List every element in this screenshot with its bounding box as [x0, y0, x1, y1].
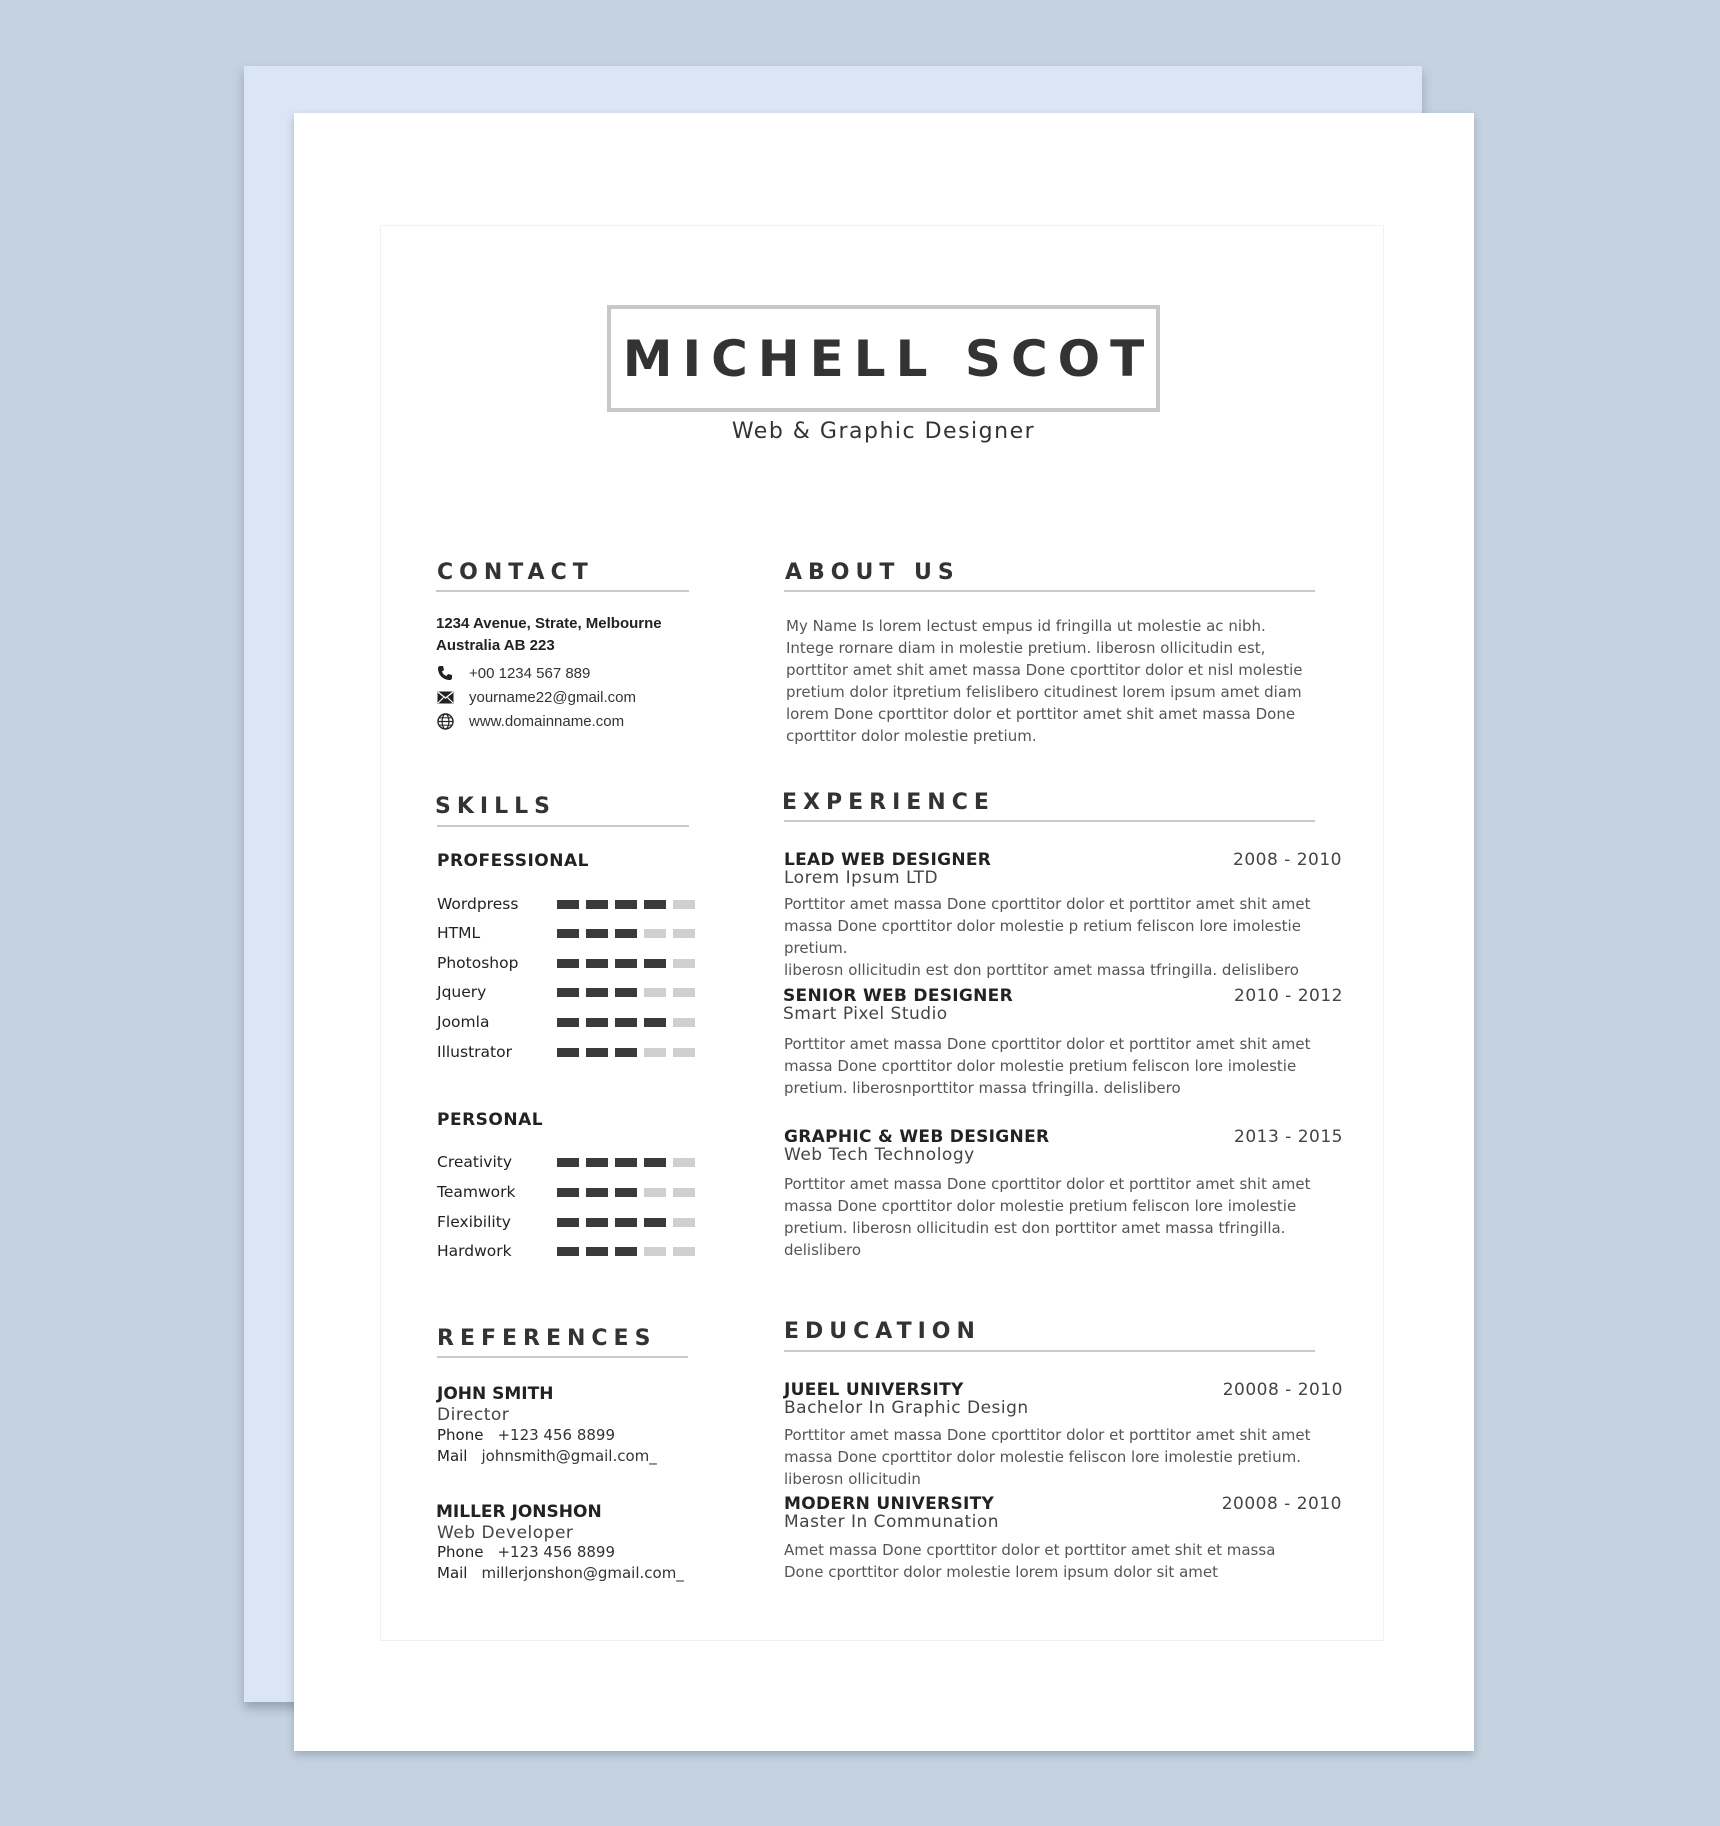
skill-bar-empty: [673, 1048, 695, 1057]
school-dates: 20008 - 2010: [1222, 1380, 1343, 1400]
skill-meter: [557, 900, 695, 909]
about-line: pretium dolor itpretium felislibero citudinest lorem ipsum amet diam: [786, 683, 1302, 701]
skills-title: SKILLS: [435, 794, 556, 819]
about-line: lorem Done cporttitor dolor et porttitor amet shit amet massa Done: [786, 705, 1296, 723]
skill-row: [437, 954, 697, 974]
personal-title: PERSONAL: [437, 1110, 544, 1130]
skill-row: [437, 1043, 697, 1063]
skill-bar-filled: [615, 900, 637, 909]
reference-mail-value[interactable]: johnsmith@gmail.com_: [481, 1447, 657, 1465]
skill-name: Flexibility: [437, 1213, 511, 1231]
skill-row: [437, 1242, 697, 1262]
reference-phone: [437, 1426, 615, 1444]
skill-bar-filled: [615, 1218, 637, 1227]
skill-bar-filled: [644, 900, 666, 909]
skill-bar-empty: [673, 1018, 695, 1027]
school-degree: Bachelor In Graphic Design: [784, 1398, 1029, 1418]
job-line: Porttitor amet massa Done cporttitor dolor et porttitor amet shit amet: [784, 895, 1311, 913]
school-line: Done cporttitor dolor molestie lorem ipsum dolor sit amet: [784, 1563, 1218, 1581]
skill-bar-filled: [615, 1018, 637, 1027]
address-line-1: 1234 Avenue, Strate, Melbourne: [436, 615, 662, 632]
skill-bar-filled: [557, 1018, 579, 1027]
school-description: [784, 1539, 1275, 1583]
skill-bar-empty: [644, 1188, 666, 1197]
contact-website[interactable]: www.domainname.com: [469, 712, 625, 730]
skill-bar-filled: [586, 1048, 608, 1057]
skill-bar-filled: [557, 929, 579, 938]
contact-email[interactable]: yourname22@gmail.com: [469, 688, 636, 706]
skill-name: Illustrator: [437, 1043, 512, 1061]
job-line: Porttitor amet massa Done cporttitor dolor et porttitor amet shit amet: [784, 1175, 1311, 1193]
job-description: [784, 893, 1311, 981]
job-line: liberosn ollicitudin est don porttitor amet massa tfringilla. delislibero: [784, 961, 1299, 979]
skill-meter: [557, 959, 695, 968]
skill-bar-empty: [673, 929, 695, 938]
job-line: Porttitor amet massa Done cporttitor dolor et porttitor amet shit amet: [784, 1035, 1311, 1053]
skill-bar-empty: [644, 1048, 666, 1057]
contact-phone: +00 1234 567 889: [469, 664, 591, 682]
school-line: Porttitor amet massa Done cporttitor dolor et porttitor amet shit amet: [784, 1426, 1311, 1444]
resume-page: [294, 113, 1474, 1751]
skill-meter: [557, 988, 695, 997]
name-box: [607, 305, 1160, 412]
skill-bar-filled: [586, 1018, 608, 1027]
skill-bar-empty: [673, 959, 695, 968]
skill-meter: [557, 1218, 695, 1227]
about-line: cporttitor dolor molestie pretium.: [786, 727, 1037, 745]
job-org: Lorem Ipsum LTD: [784, 868, 939, 888]
references-title: REFERENCES: [437, 1326, 657, 1351]
skill-bar-filled: [644, 959, 666, 968]
school-name: MODERN UNIVERSITY: [784, 1494, 995, 1514]
skill-bar-filled: [586, 1218, 608, 1227]
contact-phone-line: [436, 664, 590, 682]
contact-rule: [436, 590, 689, 592]
reference-mail: [437, 1447, 657, 1465]
skill-name: Creativity: [437, 1153, 513, 1171]
skill-bar-empty: [673, 900, 695, 909]
job-line: massa Done cporttitor dolor molestie pretium feliscon lore imolestie: [784, 1057, 1297, 1075]
skill-row: [437, 895, 697, 915]
skills-rule: [437, 825, 689, 827]
job-org: Smart Pixel Studio: [783, 1004, 948, 1024]
skill-bar-filled: [586, 1188, 608, 1197]
skill-row: [437, 1013, 697, 1033]
skill-name: Wordpress: [437, 895, 519, 913]
skill-meter: [557, 1048, 695, 1057]
reference-role: Web Developer: [437, 1523, 574, 1543]
skill-bar-empty: [673, 1218, 695, 1227]
globe-icon: [436, 712, 454, 730]
reference-role: Director: [437, 1405, 510, 1425]
skill-bar-empty: [644, 929, 666, 938]
reference-phone-value: +123 456 8899: [497, 1543, 616, 1561]
school-name: JUEEL UNIVERSITY: [784, 1380, 964, 1400]
address-line-2: Australia AB 223: [436, 637, 555, 654]
mail-icon: [436, 688, 454, 706]
education-rule: [784, 1350, 1315, 1352]
job-line: pretium.: [784, 939, 848, 957]
about-line: My Name Is lorem lectust empus id fringilla ut molestie ac nibh.: [786, 617, 1266, 635]
skill-row: [437, 983, 697, 1003]
school-line: Amet massa Done cporttitor dolor et porttitor amet shit et massa: [784, 1541, 1276, 1559]
job-dates: 2010 - 2012: [1234, 986, 1343, 1006]
skill-bar-filled: [557, 988, 579, 997]
contact-website-line: [436, 712, 624, 730]
skill-bar-filled: [557, 900, 579, 909]
job-dates: 2008 - 2010: [1233, 850, 1342, 870]
skill-meter: [557, 929, 695, 938]
skill-bar-filled: [615, 1048, 637, 1057]
skill-bar-filled: [557, 959, 579, 968]
skill-row: [437, 924, 697, 944]
reference-name: MILLER JONSHON: [436, 1502, 602, 1522]
job-title: GRAPHIC & WEB DESIGNER: [784, 1127, 1050, 1147]
skill-row: [437, 1213, 697, 1233]
reference-phone-value: +123 456 8899: [497, 1426, 616, 1444]
reference-name: JOHN SMITH: [437, 1384, 554, 1404]
school-line: liberosn ollicitudin: [784, 1470, 921, 1488]
school-degree: Master In Communation: [784, 1512, 1000, 1532]
skill-bar-empty: [673, 988, 695, 997]
skill-bar-filled: [615, 1188, 637, 1197]
skill-bar-filled: [615, 1247, 637, 1256]
skill-bar-empty: [673, 1158, 695, 1167]
skill-bar-filled: [615, 988, 637, 997]
skill-bar-filled: [644, 1218, 666, 1227]
school-description: [784, 1424, 1311, 1490]
skill-bar-filled: [586, 988, 608, 997]
about-title: ABOUT US: [785, 560, 960, 585]
skill-name: Jquery: [437, 983, 487, 1001]
skill-bar-filled: [644, 1018, 666, 1027]
skill-meter: [557, 1247, 695, 1256]
contact-title: CONTACT: [437, 560, 594, 585]
school-dates: 20008 - 2010: [1221, 1494, 1342, 1514]
about-line: Intege rornare diam in molestie pretium. liberosn ollicitudin est,: [786, 639, 1266, 657]
mail-label: Mail: [437, 1447, 468, 1465]
job-description: [784, 1173, 1311, 1261]
skill-bar-filled: [644, 1158, 666, 1167]
job-line: pretium. liberosn ollicitudin est don porttitor amet massa tfringilla.: [784, 1219, 1286, 1237]
skill-bar-filled: [586, 959, 608, 968]
contact-email-line: [436, 688, 636, 706]
skill-bar-filled: [557, 1218, 579, 1227]
mail-label: Mail: [437, 1564, 468, 1582]
experience-title: EXPERIENCE: [782, 790, 995, 815]
job-title: LEAD WEB DESIGNER: [784, 850, 992, 870]
job-org: Web Tech Technology: [784, 1145, 975, 1165]
school-line: massa Done cporttitor dolor molestie feliscon lore imolestie pretium.: [784, 1448, 1301, 1466]
about-text: [786, 615, 1303, 747]
job-line: massa Done cporttitor dolor molestie pretium feliscon lore imolestie: [784, 1197, 1297, 1215]
skill-meter: [557, 1158, 695, 1167]
reference-mail: [437, 1564, 684, 1582]
skill-name: Teamwork: [437, 1183, 516, 1201]
skill-bar-filled: [586, 1247, 608, 1256]
skill-bar-filled: [557, 1158, 579, 1167]
skill-row: [437, 1183, 697, 1203]
phone-label: Phone: [437, 1426, 484, 1444]
skill-bar-empty: [673, 1247, 695, 1256]
skill-bar-empty: [673, 1188, 695, 1197]
contact-address: [436, 613, 662, 657]
job-line: delislibero: [784, 1241, 861, 1259]
job-dates: 2013 - 2015: [1234, 1127, 1343, 1147]
experience-rule: [784, 820, 1315, 822]
reference-mail-value[interactable]: millerjonshon@gmail.com_: [481, 1564, 684, 1582]
job-line: pretium. liberosnporttitor massa tfringilla. delislibero: [784, 1079, 1181, 1097]
skill-name: Hardwork: [437, 1242, 512, 1260]
professional-title: PROFESSIONAL: [437, 851, 589, 871]
skill-bar-filled: [557, 1247, 579, 1256]
skill-name: HTML: [437, 924, 481, 942]
skill-meter: [557, 1018, 695, 1027]
skill-bar-filled: [557, 1188, 579, 1197]
job-description: [784, 1033, 1311, 1099]
skill-name: Joomla: [437, 1013, 490, 1031]
skill-bar-filled: [615, 929, 637, 938]
skill-row: [437, 1153, 697, 1173]
skill-bar-filled: [615, 959, 637, 968]
phone-icon: [436, 664, 454, 682]
skill-bar-filled: [557, 1048, 579, 1057]
resume-role: Web & Graphic Designer: [731, 419, 1036, 444]
education-title: EDUCATION: [784, 1319, 981, 1344]
skill-bar-filled: [586, 1158, 608, 1167]
job-line: massa Done cporttitor dolor molestie p retium feliscon lore imolestie: [784, 917, 1301, 935]
skill-bar-filled: [586, 929, 608, 938]
skill-name: Photoshop: [437, 954, 519, 972]
skill-bar-empty: [644, 988, 666, 997]
reference-phone: [437, 1543, 615, 1561]
resume-name: MICHELL SCOT: [622, 329, 1155, 388]
skill-bar-filled: [586, 900, 608, 909]
about-rule: [784, 590, 1315, 592]
skill-bar-empty: [644, 1247, 666, 1256]
skill-bar-filled: [615, 1158, 637, 1167]
about-line: porttitor amet shit amet massa Done cporttitor dolor et nisl molestie: [786, 661, 1303, 679]
job-title: SENIOR WEB DESIGNER: [783, 986, 1013, 1006]
phone-label: Phone: [437, 1543, 484, 1561]
references-rule: [437, 1356, 688, 1358]
skill-meter: [557, 1188, 695, 1197]
